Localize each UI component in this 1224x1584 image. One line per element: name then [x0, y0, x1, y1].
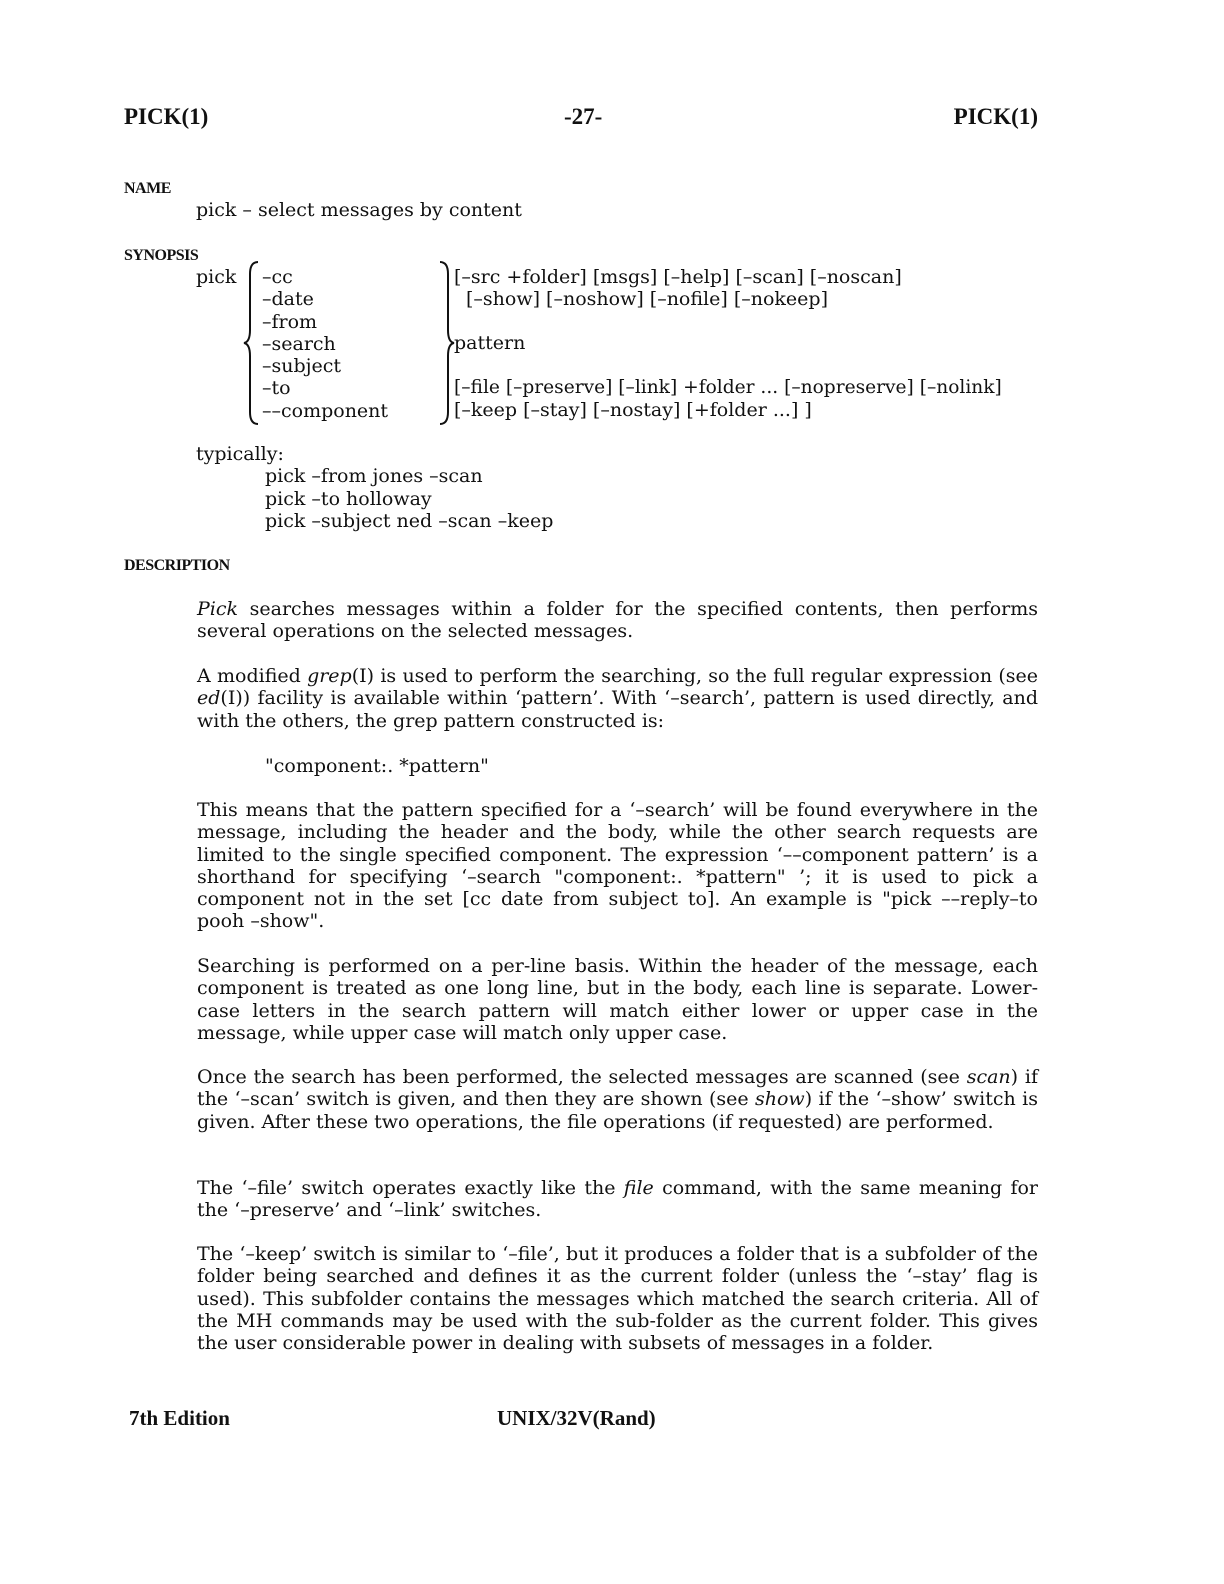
left-brace [242, 260, 262, 426]
option-component: ––component [262, 399, 389, 422]
option-date: –date [262, 288, 314, 311]
scan-italic: scan [966, 1066, 1011, 1088]
option-from: –from [262, 310, 318, 333]
description-paragraph-5: Once the search has been performed, the selected messages are scanned (see scan) if the ‘–scan’ switch is given, and then they are shown (see show) if the ‘–show’ switch is given. After these two operations, the file operations (if requested) are performed. [197, 1066, 1038, 1133]
name-heading: NAME [124, 180, 171, 197]
typically-label: typically: [196, 443, 284, 465]
description-paragraph-2: A modified grep(I) is used to perform the searching, so the full regular expression (see ed(I)) facility is available within ‘pattern’. With ‘–search’, pattern is used directly, and with the others, the grep pattern constructed is: [197, 665, 1038, 732]
example-line: pick –from jones –scan [265, 465, 483, 487]
header-left-title: PICK(1) [124, 104, 209, 129]
switch-line-2: [–show] [–noshow] [–nofile] [–nokeep] [466, 288, 828, 310]
description-paragraph-1: Pick searches messages within a folder for the specified contents, then performs several operations on the selected messages. [197, 598, 1038, 643]
example-line: pick –to holloway [265, 488, 432, 510]
switch-line-file: [–file [–preserve] [–link] +folder ... [–nopreserve] [–nolink] [454, 377, 1002, 398]
description-paragraph-3: This means that the pattern specified for a ‘–search’ will be found everywhere in the message, including the header and the body, while the other search requests are limited to the single specified component. The expression ‘––component pattern’ is a shorthand for specifying ‘–search "component:. *pattern" ’; it is used to pick a component not in the set [cc date from subject to]. An example is "pick ––reply–to pooh –show". [197, 799, 1038, 933]
description-heading: DESCRIPTION [124, 557, 230, 574]
ed-italic: ed [197, 687, 221, 710]
description-paragraph-4: Searching is performed on a per-line basis. Within the header of the message, each component is treated as one long line, but in the body, each line is separate. Lower-case letters in the search pattern will match either lower or upper case in the message, while upper case will match only upper case. [197, 955, 1038, 1044]
switch-line-1: [–src +folder] [msgs] [–help] [–scan] [–noscan] [454, 266, 902, 288]
example-line: pick –subject ned –scan –keep [265, 510, 554, 532]
switch-pattern: pattern [454, 332, 526, 354]
footer-system: UNIX/32V(Rand) [497, 1406, 656, 1430]
option-search: –search [262, 332, 336, 355]
grep-pattern-formula: "component:. *pattern" [265, 755, 489, 777]
page-number: -27- [564, 104, 603, 129]
option-cc: –cc [262, 266, 293, 288]
footer-edition: 7th Edition [129, 1406, 230, 1430]
right-brace [436, 260, 456, 426]
pick-italic: Pick [197, 598, 239, 620]
option-to: –to [262, 377, 291, 400]
synopsis-heading: SYNOPSIS [124, 247, 199, 264]
file-italic: file [623, 1177, 654, 1199]
header-right-title: PICK(1) [953, 104, 1038, 129]
name-description: pick – select messages by content [196, 199, 522, 221]
description-paragraph-7: The ‘–keep’ switch is similar to ‘–file’, but it produces a folder that is a subfolder of the folder being searched and defines it as the current folder (unless the ‘–stay’ flag is used). This subfolder contains the messages which matched the search criteria. All of the MH commands may be used with the sub-folder as the current folder. This gives the user considerable power in dealing with subsets of messages in a folder. [197, 1243, 1038, 1355]
description-paragraph-6: The ‘–file’ switch operates exactly like the file command, with the same meaning for the ‘–preserve’ and ‘–link’ switches. [197, 1177, 1038, 1222]
synopsis-command: pick [196, 266, 237, 288]
option-subject: –subject [262, 355, 342, 378]
synopsis-options [262, 266, 388, 422]
show-italic: show [755, 1088, 805, 1111]
grep-italic: grep [307, 665, 352, 687]
switch-line-keep: [–keep [–stay] [–nostay] [+folder ...] ] [454, 399, 812, 421]
